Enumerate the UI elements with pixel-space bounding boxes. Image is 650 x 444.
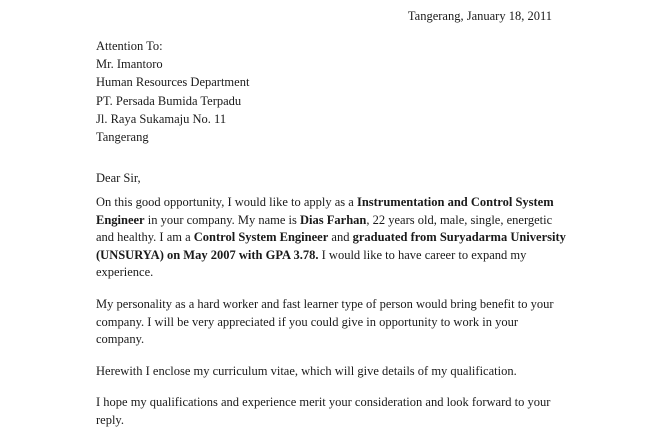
intro-text-3: , 22 years old, male, single, energetic and healthy. I am a: [96, 212, 553, 245]
intro-position: Instrumentation and Control System Engineer: [96, 195, 554, 227]
intro-profession: Control System Engineer: [193, 230, 329, 245]
letter-body: [96, 194, 568, 444]
letter-date: Tangerang, January 18, 2011: [407, 9, 552, 23]
salutation: Dear Sir,: [96, 171, 141, 185]
address-name: Mr. Imantoro: [96, 57, 163, 72]
paragraph-enclosure: Herewith I enclose my curriculum vitae, which will give details of my qualification.: [96, 363, 517, 378]
intro-applicant-name: Dias Farhan: [300, 212, 367, 227]
paragraph-closing: I hope my qualifications and experience merit your consideration and look forward to your reply.: [96, 395, 551, 427]
paragraph-personality: My personality as a hard worker and fast learner type of person would bring benefit to your company. I will be very appreciated if you could give in opportunity to work in your company.: [96, 296, 554, 347]
intro-text-4: and: [328, 230, 353, 245]
address-company: PT. Persada Bumida Terpadu: [96, 93, 242, 108]
address-city: Tangerang: [96, 130, 149, 145]
intro-text-2: in your company. My name is: [144, 212, 301, 227]
recipient-address: [96, 37, 249, 146]
intro-text-1: On this good opportunity, I would like to apply as a: [96, 195, 357, 209]
address-attention: Attention To:: [96, 39, 163, 53]
paragraph-intro: [96, 194, 568, 282]
address-department: Human Resources Department: [96, 75, 250, 90]
intro-education: graduated from Suryadarma University (UNSURYA) on May 2007 with GPA 3.78.: [96, 230, 566, 262]
intro-text-5: I would like to have career to expand my experience.: [96, 247, 527, 280]
address-street: Jl. Raya Sukamaju No. 11: [96, 111, 227, 126]
